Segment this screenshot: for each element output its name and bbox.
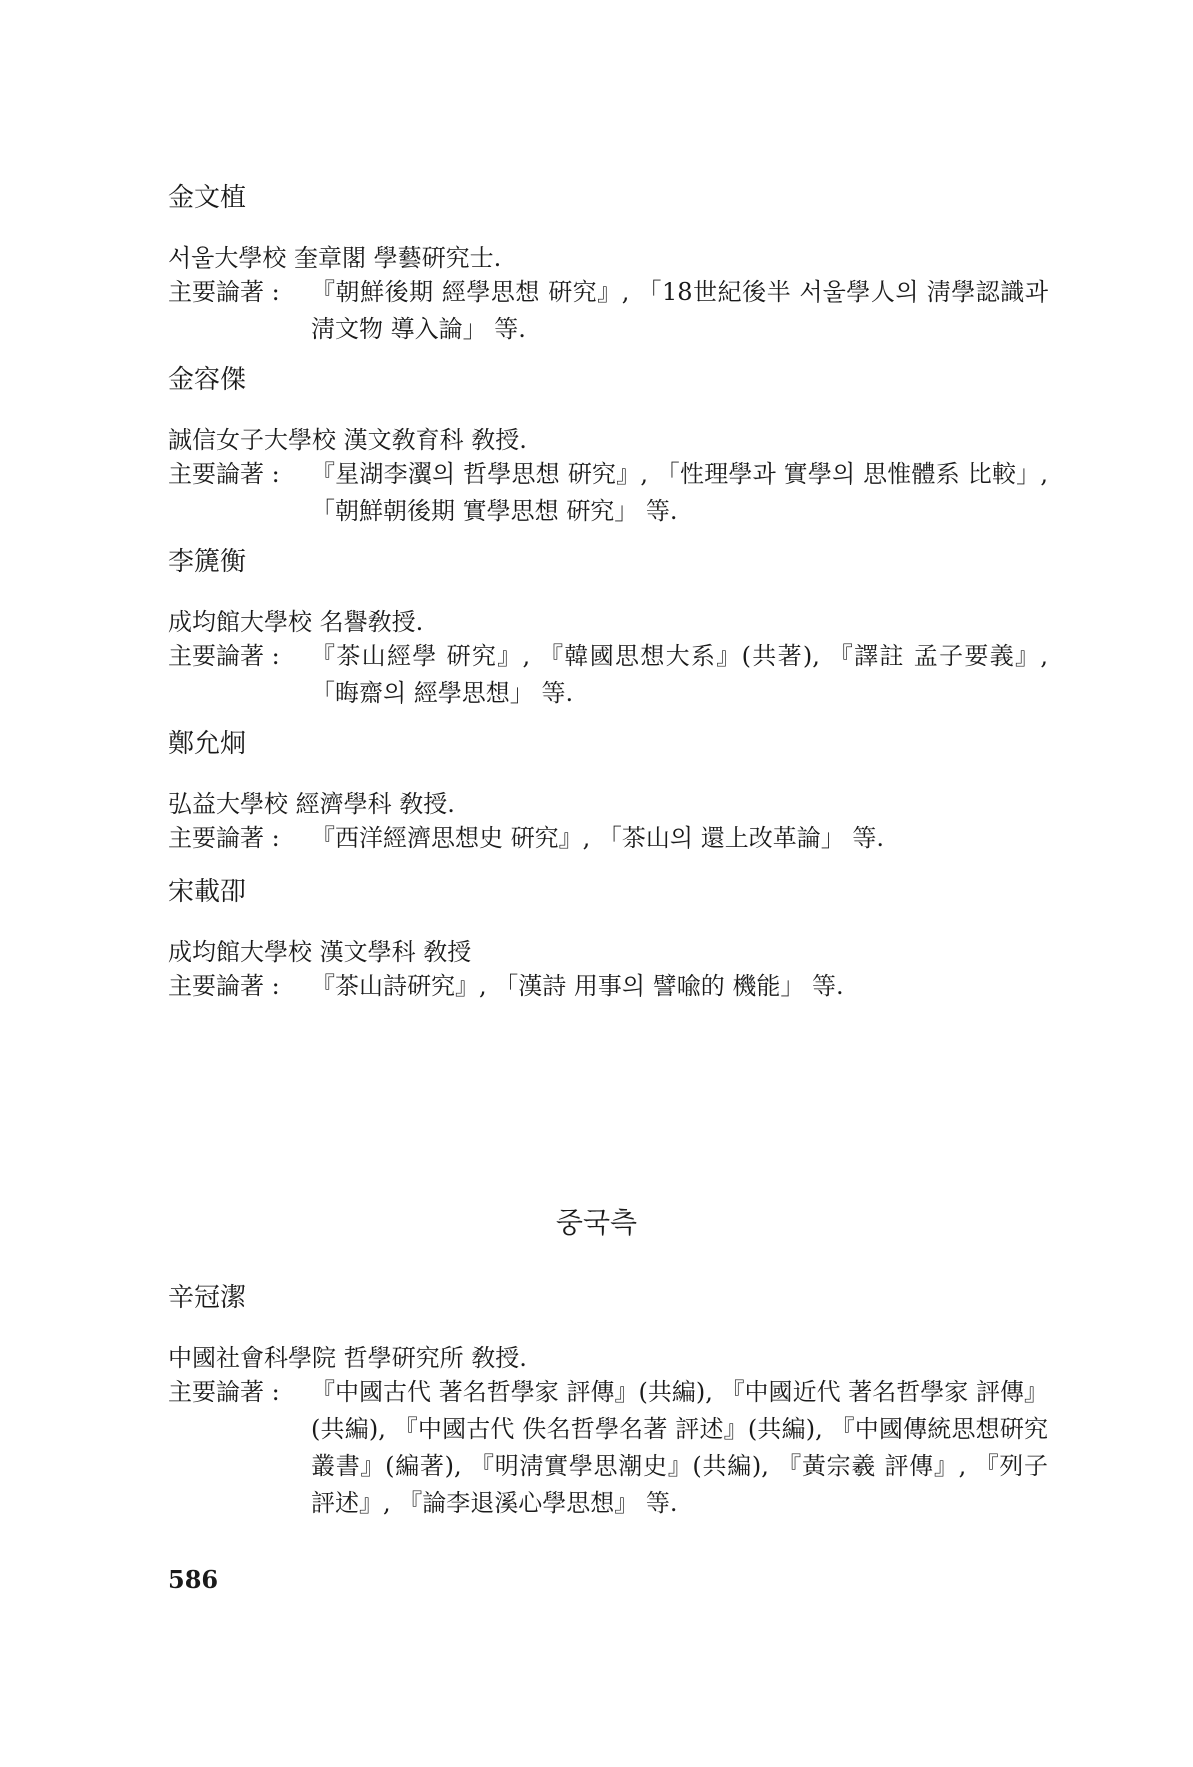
major-works	[168, 274, 1048, 348]
major-works-label: 主要論著 :	[168, 1378, 280, 1406]
page-number: 586	[168, 1565, 219, 1594]
author-name: 李篪衡	[168, 547, 247, 577]
author-entry	[168, 728, 1048, 857]
author-name: 金容傑	[168, 365, 247, 395]
major-works	[168, 1374, 1048, 1522]
major-works-label: 主要論著 :	[168, 278, 280, 306]
major-works-label: 主要論著 :	[168, 824, 280, 852]
author-entry	[168, 364, 1048, 530]
major-works-text: 『茶山經學 硏究』, 『韓國思想大系』(共著), 『譯註 孟子要義』, 「晦齋의 經學思想」 等.	[311, 642, 1048, 707]
author-name: 金文植	[168, 183, 247, 213]
author-affiliation: 誠信女子大學校 漢文敎育科 敎授.	[168, 426, 527, 454]
major-works	[168, 638, 1048, 712]
author-affiliation: 成均館大學校 漢文學科 敎授	[168, 938, 472, 966]
author-name: 鄭允炯	[168, 729, 247, 759]
major-works-text: 『茶山詩硏究』, 「漢詩 用事의 譬喩的 機能」 等.	[311, 972, 844, 1000]
major-works-label: 主要論著 :	[168, 642, 280, 670]
author-entry	[168, 546, 1048, 712]
major-works	[168, 820, 1048, 857]
author-name: 宋載卲	[168, 877, 247, 907]
author-entry	[168, 1282, 1048, 1522]
author-affiliation: 弘益大學校 經濟學科 敎授.	[168, 790, 455, 818]
section-heading-china: 중국측	[555, 1206, 638, 1239]
author-name: 辛冠潔	[168, 1283, 247, 1313]
author-affiliation: 成均館大學校 名譽敎授.	[168, 608, 424, 636]
major-works-text: 『中國古代 著名哲學家 評傳』(共編), 『中國近代 著名哲學家 評傳』(共編), 『中國古代 佚名哲學名著 評述』(共編), 『中國傳統思想硏究叢書』(編著), 『明淸實學思潮史』(共編), 『黃宗羲 評傳』, 『列子 評述』, 『論李退溪心學思想』 等.	[311, 1378, 1048, 1517]
major-works-text: 『星湖李瀷의 哲學思想 硏究』, 「性理學과 實學의 思惟體系 比較」, 「朝鮮朝後期 實學思想 硏究」 等.	[311, 460, 1048, 525]
author-entry	[168, 876, 1048, 1005]
author-affiliation: 서울大學校 奎章閣 學藝硏究士.	[168, 244, 502, 272]
major-works-text: 『朝鮮後期 經學思想 硏究』, 「18世紀後半 서울學人의 淸學認識과 淸文物 導入論」 等.	[311, 278, 1048, 343]
major-works-label: 主要論著 :	[168, 460, 280, 488]
major-works	[168, 968, 1048, 1005]
author-affiliation: 中國社會科學院 哲學硏究所 敎授.	[168, 1344, 527, 1372]
major-works-text: 『西洋經濟思想史 硏究』, 「茶山의 還上改革論」 等.	[311, 824, 884, 852]
major-works	[168, 456, 1048, 530]
major-works-label: 主要論著 :	[168, 972, 280, 1000]
author-entry	[168, 182, 1048, 348]
